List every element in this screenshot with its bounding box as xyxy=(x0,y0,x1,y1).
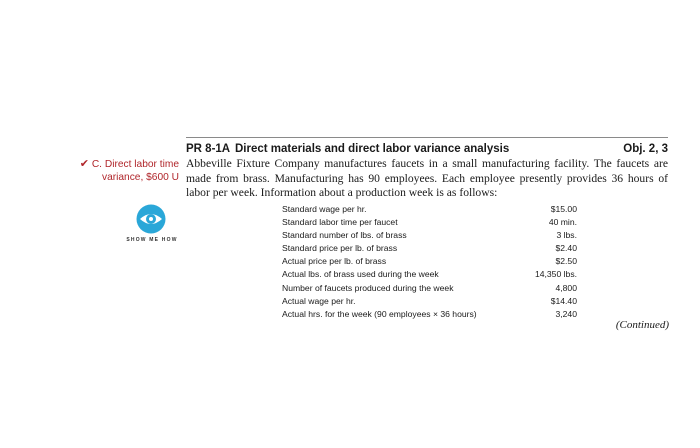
data-label: Actual hrs. for the week (90 employees × 36 hours) xyxy=(282,308,477,319)
data-row xyxy=(282,242,577,255)
problem-body: Abbeville Fixture Company manufactures faucets in a small manufacturing facility. The faucets are made from brass. Manufacturing has 90 employees. Each employee presently provides 36 hours of labor per week. Information about a production week is as follows: xyxy=(186,157,668,200)
data-value: 14,350 lbs. xyxy=(534,269,577,280)
show-me-how-label[interactable]: SHOW ME HOW xyxy=(126,237,178,243)
production-data-table xyxy=(282,203,577,321)
data-row xyxy=(282,308,577,321)
data-label: Number of faucets produced during the week xyxy=(282,282,454,293)
data-value: $2.40 xyxy=(555,243,577,254)
data-value: $2.50 xyxy=(555,256,577,267)
data-value: $14.40 xyxy=(550,295,577,306)
data-row xyxy=(282,255,577,268)
header-rule xyxy=(186,137,668,138)
data-row xyxy=(282,229,577,242)
check-figure-line-1: C. Direct labor time xyxy=(91,159,179,170)
data-value: 3,240 xyxy=(555,308,577,319)
data-label: Actual price per lb. of brass xyxy=(282,256,387,267)
data-row xyxy=(282,216,577,229)
data-row xyxy=(282,295,577,308)
data-value: 40 min. xyxy=(548,217,577,228)
data-label: Standard number of lbs. of brass xyxy=(282,230,407,241)
data-label: Standard price per lb. of brass xyxy=(282,243,398,254)
eye-icon[interactable] xyxy=(136,204,166,234)
data-value: 4,800 xyxy=(555,282,577,293)
data-label: Actual lbs. of brass used during the week xyxy=(282,269,439,280)
check-figure-line-2: variance, $600 U xyxy=(101,172,179,183)
data-label: Actual wage per hr. xyxy=(282,295,356,306)
problem-id: PR 8-1A xyxy=(186,143,231,155)
data-row xyxy=(282,203,577,216)
checkmark-icon: ✔ xyxy=(79,158,89,170)
data-label: Standard labor time per faucet xyxy=(282,217,398,228)
data-label: Standard wage per hr. xyxy=(282,204,367,214)
objective-ref: Obj. 2, 3 xyxy=(623,143,668,155)
data-row xyxy=(282,282,577,295)
problem-title: Direct materials and direct labor variance analysis xyxy=(235,143,510,155)
data-value: $15.00 xyxy=(550,204,577,214)
data-row xyxy=(282,268,577,281)
check-figure xyxy=(60,158,179,184)
continued-label: (Continued) xyxy=(615,319,669,331)
data-value: 3 lbs. xyxy=(556,230,577,241)
